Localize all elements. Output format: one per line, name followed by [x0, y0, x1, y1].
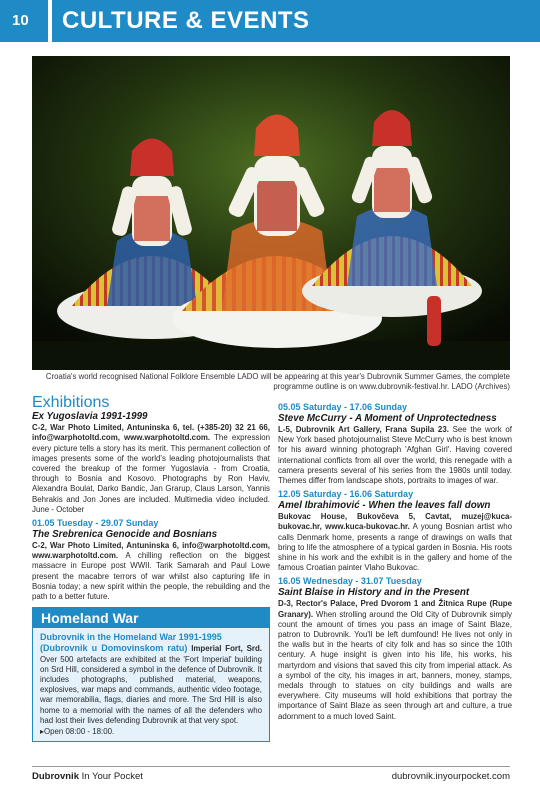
photo-caption: Croatia's world recognised National Folklore Ensemble LADO will be appearing at this year's Dubrovnik Summer Games, the complete programme outline is on www.dubrovnik-festival.hr. LADO (Archives) [45, 372, 510, 391]
exhibition-title: Ex Yugoslavia 1991-1999 [32, 411, 148, 423]
event-text: A young Bosnian artist who calls Denmark home, presents a range of drawings on walls that bring to life the atmosphere of a typical garden in Bosnia. His roots shine in his work and the exhibit is in the gallery and home of the famous Croatian painter Vlaho Bukovac. [278, 522, 512, 573]
event-date: 16.05 Wednesday - 31.07 Tuesday [278, 576, 422, 587]
exhibition-item [32, 411, 270, 515]
section-header: CULTURE & EVENTS [52, 0, 540, 42]
event-body [278, 425, 512, 486]
opening-hours-text: Open 08:00 - 18:00. [43, 727, 115, 737]
event-date: 05.05 Saturday - 17.06 Sunday [278, 402, 408, 412]
folklore-dancers-photo [32, 56, 510, 370]
exhibition-date: 01.05 Tuesday - 29.07 Sunday [32, 518, 159, 529]
footer-brand [32, 771, 143, 782]
homeland-war-location: Imperial Fort, Srd. [191, 644, 262, 654]
exhibition-text: A chilling reflection on the biggest massacre in Europe post WWII. Tarik Samarah and Paul Lowe present the macabre terrors of war whilst also capturing life in Bosnia today; a new spirit within the people, the rebuilding and the path to a better future. [32, 551, 270, 602]
homeland-war-body: Over 500 artefacts are exhibited at the 'Fort Imperial' building on Srd Hill, considered a symbol in the defence of Dubrovnik. It includes photographs, published material, weapons, explosives, war maps and commands, authentic video footage, war memorabilia, flags, diaries and more. The Srd Hill is also home to a memorial with the names of all the defenders who had lost their lives defending Dubrovnik at that very spot. [40, 654, 262, 725]
exhibition-title: The Srebrenica Genocide and Bosnians [32, 529, 218, 541]
opening-hours [40, 727, 262, 737]
exhibition-text: The expression every picture tells a story has its merit. This permanent collection of images presents some of the world's leading photojournalists that covered the breakup of the former Yugoslavia - from Croatia, through to Bosnia and Kosovo. Photographs by Ron Haviv, Alexandra Boulat, Darko Bandic, Jan Grarup, Claus Larson, Yannis Behrakis and Jon Jones are included. Multimedia video included. June - October [32, 433, 270, 514]
footer-brand-suffix: In Your Pocket [78, 771, 143, 782]
left-column [32, 394, 270, 742]
event-location: L-5, Dubrovnik Art Gallery, Frana Supila 23. [278, 425, 449, 434]
event-location: D-3, Rector's Palace, Pred Dvorom 1 and Žitnica Rupe (Rupe Granary). [278, 599, 512, 619]
homeland-war-box [32, 607, 270, 742]
homeland-war-text [40, 632, 262, 726]
footer-brand-name: Dubrovnik [32, 771, 79, 782]
homeland-war-subtitle: (Dubrovnik u Domovinskom ratu) [40, 643, 188, 654]
event-text: See the work of New York based photojournalist Steve McCurry who is best known for his award winning photograph 'Afghan Girl'. Having covered international conflicts from all over the world, this renegade with a camera presents several of his series from the 1980s until today. Themes differ from landscape shots, portraits to images of war. [278, 425, 512, 486]
exhibitions-heading: Exhibitions [32, 394, 110, 411]
exhibition-item [32, 518, 270, 602]
event-item [278, 402, 512, 486]
event-body [278, 599, 512, 721]
exhibition-location: C-2, War Photo Limited, Antuninska 6, info@warphotoltd.com, www.warphotoltd.com. [32, 541, 270, 561]
event-title: Amel Ibrahimović - When the leaves fall down [278, 500, 491, 512]
right-column [278, 402, 512, 722]
exhibition-body [32, 541, 270, 602]
event-title: Steve McCurry - A Moment of Unprotectedness [278, 413, 497, 424]
event-title: Saint Blaise in History and in the Present [278, 587, 470, 599]
event-item [278, 576, 512, 721]
homeland-war-title: Dubrovnik in the Homeland War 1991-1995 [40, 632, 222, 643]
event-body [278, 512, 512, 573]
event-location: Bukovac House, Bukovčeva 5, Cavtat, muzej@kuca-bukovac.hr, www.kuca-bukovac.hr. [278, 512, 512, 532]
footer-url[interactable]: dubrovnik.inyourpocket.com [391, 771, 510, 782]
event-text: When strolling around the Old City of Dubrovnik simply count the amount of times you pass an image of Saint Blaze, patron to Dubrovnik. You'll be left dumfound! He lives not only in the walls but in the hearts of city folk and has so since the 10th century. A huge insight is given into his life, his works, his martyrdom and visions that saved this city from imperial attack. As a symbol of the city, his images in art, banners, money, stamps, medals through to statues on city buildings and walls are everywhere. City museums will hold exhibitions that portray the importance of Saint Blaze as seen through art and culture, a true adornment to a much loved Saint. [278, 609, 512, 721]
exhibition-body [32, 423, 270, 515]
page-number: 10 [0, 0, 48, 42]
event-item [278, 489, 512, 573]
event-date: 12.05 Saturday - 16.06 Saturday [278, 489, 414, 500]
exhibition-location: C-2, War Photo Limited, Antuninska 6, tel. (+385-20) 32 21 66, info@warphotoltd.com, www.warphotoltd.com. [32, 423, 270, 443]
homeland-war-heading: Homeland War [33, 608, 269, 628]
open-arrow-icon: ▸ [40, 727, 44, 737]
footer-divider [32, 766, 510, 767]
